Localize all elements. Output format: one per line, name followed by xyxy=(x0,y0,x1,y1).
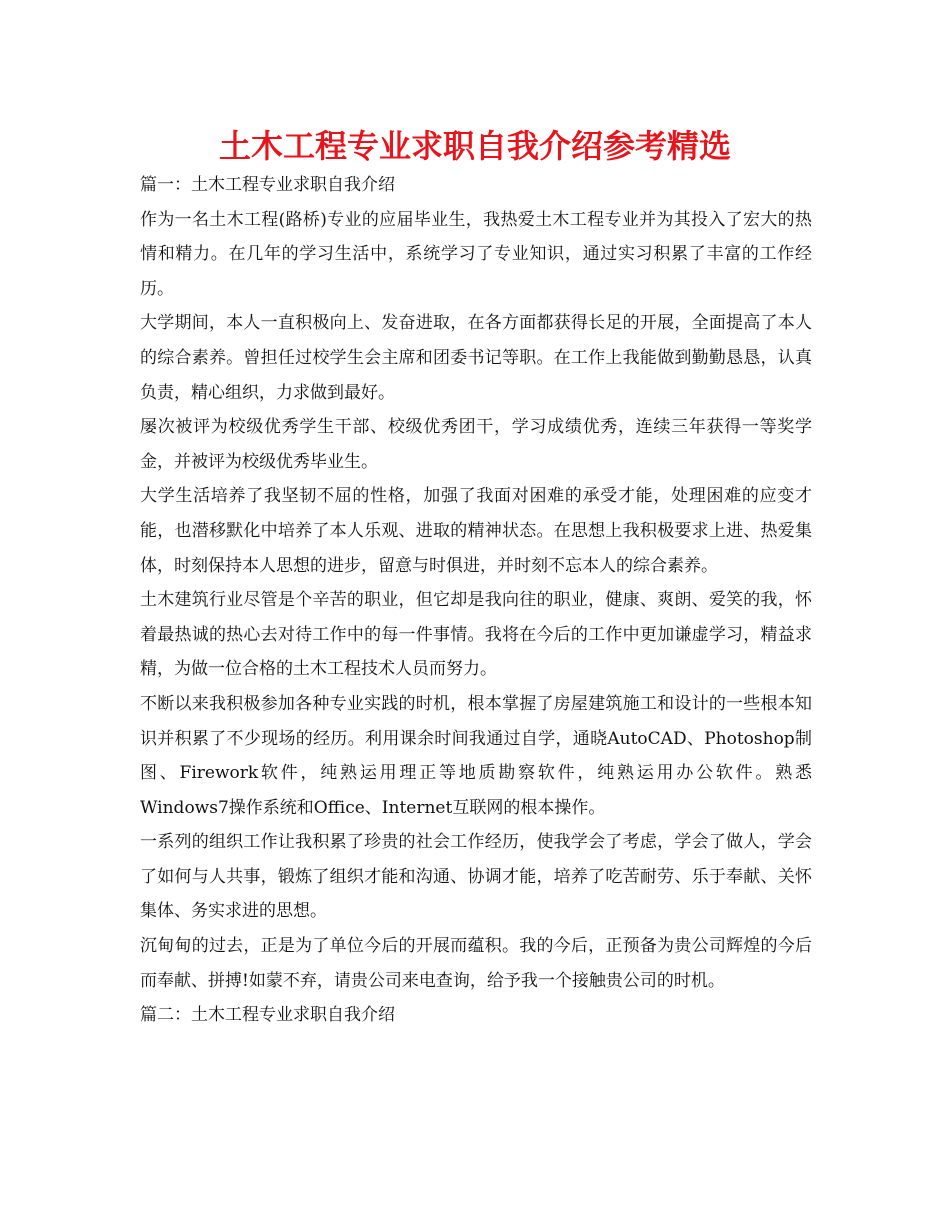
paragraph: 作为一名土木工程(路桥)专业的应届毕业生，我热爱土木工程专业并为其投入了宏大的热情和精力。在几年的学习生活中，系统学习了专业知识，通过实习积累了丰富的工作经历。 xyxy=(140,209,812,299)
document-body xyxy=(140,168,812,1033)
paragraph: 屡次被评为校级优秀学生干部、校级优秀团干，学习成绩优秀，连续三年获得一等奖学金，并被评为校级优秀毕业生。 xyxy=(140,417,812,472)
paragraph: 大学期间，本人一直积极向上、发奋进取，在各方面都获得长足的开展，全面提高了本人的综合素养。曾担任过校学生会主席和团委书记等职。在工作上我能做到勤勤恳恳，认真负责，精心组织，力求做到最好。 xyxy=(140,313,812,403)
paragraph: 大学生活培养了我坚韧不屈的性格，加强了我面对困难的承受才能，处理困难的应变才能，也潜移默化中培养了本人乐观、进取的精神状态。在思想上我积极要求上进、热爱集体，时刻保持本人思想的进步，留意与时俱进，并时刻不忘本人的综合素养。 xyxy=(140,486,812,576)
paragraph: 沉甸甸的过去，正是为了单位今后的开展而蕴积。我的今后，正预备为贵公司辉煌的今后而奉献、拼搏!如蒙不弃，请贵公司来电查询，给予我一个接触贵公司的时机。 xyxy=(140,936,812,991)
paragraph: 一系列的组织工作让我积累了珍贵的社会工作经历，使我学会了考虑，学会了做人，学会了如何与人共事，锻炼了组织才能和沟通、协调才能，培养了吃苦耐劳、乐于奉献、关怀集体、务实求进的思想。 xyxy=(140,832,812,922)
section-heading-1: 篇一：土木工程专业求职自我介绍 xyxy=(140,175,395,195)
section-heading-2: 篇二：土木工程专业求职自我介绍 xyxy=(140,1005,395,1026)
paragraph: 不断以来我积极参加各种专业实践的时机，根本掌握了房屋建筑施工和设计的一些根本知识并积累了不少现场的经历。利用课余时间我通过自学，通晓AutoCAD、Photoshop制图、Firework软件，纯熟运用理正等地质勘察软件，纯熟运用办公软件。熟悉Windows7操作系统和Office、Internet互联网的根本操作。 xyxy=(140,693,812,818)
document-title: 土木工程专业求职自我介绍参考精选 xyxy=(218,127,731,165)
paragraph: 土木建筑行业尽管是个辛苦的职业，但它却是我向往的职业，健康、爽朗、爱笑的我，怀着最热诚的热心去对待工作中的每一件事情。我将在今后的工作中更加谦虚学习，精益求精，为做一位合格的土木工程技术人员而努力。 xyxy=(140,590,812,680)
